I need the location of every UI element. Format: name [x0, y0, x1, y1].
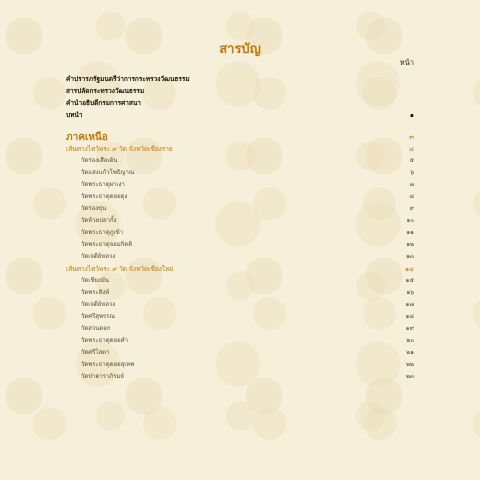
item-label: วัดป่าดาราภิรมย์ [81, 373, 124, 380]
item-label: วัดพระธาตุจอมกิตติ [81, 241, 133, 248]
toc-item[interactable] [81, 287, 414, 299]
item-page: ๒๑ [406, 349, 414, 356]
toc-entry-preface-1[interactable] [66, 73, 414, 85]
toc-item[interactable] [81, 359, 414, 371]
toc-item[interactable] [81, 311, 414, 323]
item-label: วัดพระธาตุดอยสุเทพ [81, 361, 135, 368]
item-label: วัดห้วยปลากั้ง [81, 217, 117, 224]
route-page: ๔ [409, 145, 414, 153]
item-page: ๑๗ [405, 301, 414, 308]
toc-entry-label: คำปรารภรัฐมนตรีว่าการกระทรวงวัฒนธรรม [66, 75, 190, 83]
item-page: ๖ [410, 169, 414, 176]
item-page: ๙ [409, 205, 414, 212]
item-page: ๑๐ [406, 217, 414, 224]
item-label: วัดศรีโสดา [81, 349, 110, 356]
toc-item[interactable] [81, 251, 414, 263]
toc-item[interactable] [81, 167, 414, 179]
toc-item[interactable] [81, 191, 414, 203]
item-label: วัดสวนดอก [81, 325, 111, 332]
page-title: สารบัญ [219, 42, 261, 57]
item-label: วัดพระธาตุภูเข้า [81, 229, 124, 236]
toc-item[interactable] [81, 239, 414, 251]
item-page: ๘ [409, 193, 414, 200]
item-page: ๑๙ [405, 325, 414, 332]
item-label: วัดพระธาตุดอยตุง [81, 193, 128, 200]
item-label: วัดแสงแก้วโพธิญาณ [81, 169, 135, 176]
item-page: ๒๒ [406, 361, 414, 368]
toc-item[interactable] [81, 335, 414, 347]
toc-item[interactable] [81, 179, 414, 191]
item-page: ๑๖ [406, 289, 414, 296]
item-label: วัดเชียงมั่น [81, 277, 109, 284]
toc-entry-label: คำนำอธิบดีกรมการศาสนา [66, 99, 141, 107]
item-page: ๑๘ [405, 313, 414, 320]
item-page: ๒๐ [406, 337, 414, 344]
item-label: วัดพระธาตุดอยคำ [81, 337, 128, 344]
item-label: วัดร่องเสือเต้น [81, 157, 118, 164]
toc-item[interactable] [81, 155, 414, 167]
item-label: วัดร่องขุ่น [81, 205, 107, 212]
toc-item[interactable] [81, 347, 414, 359]
toc-entry-label: สารปลัดกระทรวงวัฒนธรรม [66, 87, 145, 95]
item-page: ๒๓ [405, 373, 414, 380]
toc-item[interactable] [81, 275, 414, 287]
item-page: ๑๒ [406, 241, 414, 248]
toc-item[interactable] [81, 227, 414, 239]
item-label: วัดพระธาตุผาเงา [81, 181, 125, 188]
item-label: วัดพระสิงห์ [81, 289, 110, 296]
page-column-label: หน้า [399, 58, 414, 67]
toc-entry-preface-4[interactable] [66, 109, 414, 121]
item-page: ๕ [409, 157, 414, 164]
toc-item[interactable] [81, 323, 414, 335]
toc-item[interactable] [81, 203, 414, 215]
toc-entry-preface-3[interactable] [66, 97, 414, 109]
toc-route-chiangmai[interactable] [66, 263, 414, 275]
toc-item[interactable] [81, 371, 414, 383]
route-label: เส้นทางไหว้พระ ๙ วัด จังหวัดเชียงราย [66, 145, 173, 153]
toc-item[interactable] [81, 215, 414, 227]
route-page: ๑๔ [404, 265, 414, 273]
section-label: ภาคเหนือ [66, 132, 108, 143]
item-page: ๑๕ [405, 277, 414, 284]
toc-entry-label: บทนำ [66, 111, 83, 119]
toc-entry-page: ๑ [409, 111, 414, 119]
toc-entry-preface-2[interactable] [66, 85, 414, 97]
toc-route-chiangrai[interactable] [66, 143, 414, 155]
route-label: เส้นทางไหว้พระ ๙ วัด จังหวัดเชียงใหม่ [66, 265, 174, 273]
toc-item[interactable] [81, 299, 414, 311]
item-page: ๑๓ [406, 253, 414, 260]
item-page: ๑๑ [406, 229, 414, 236]
item-label: วัดเจดีย์หลวง [81, 253, 116, 260]
section-page: ๓ [409, 133, 414, 141]
item-label: วัดศรีสุพรรณ [81, 313, 115, 320]
item-label: วัดเจดีย์หลวง [81, 301, 116, 308]
item-page: ๗ [409, 181, 414, 188]
